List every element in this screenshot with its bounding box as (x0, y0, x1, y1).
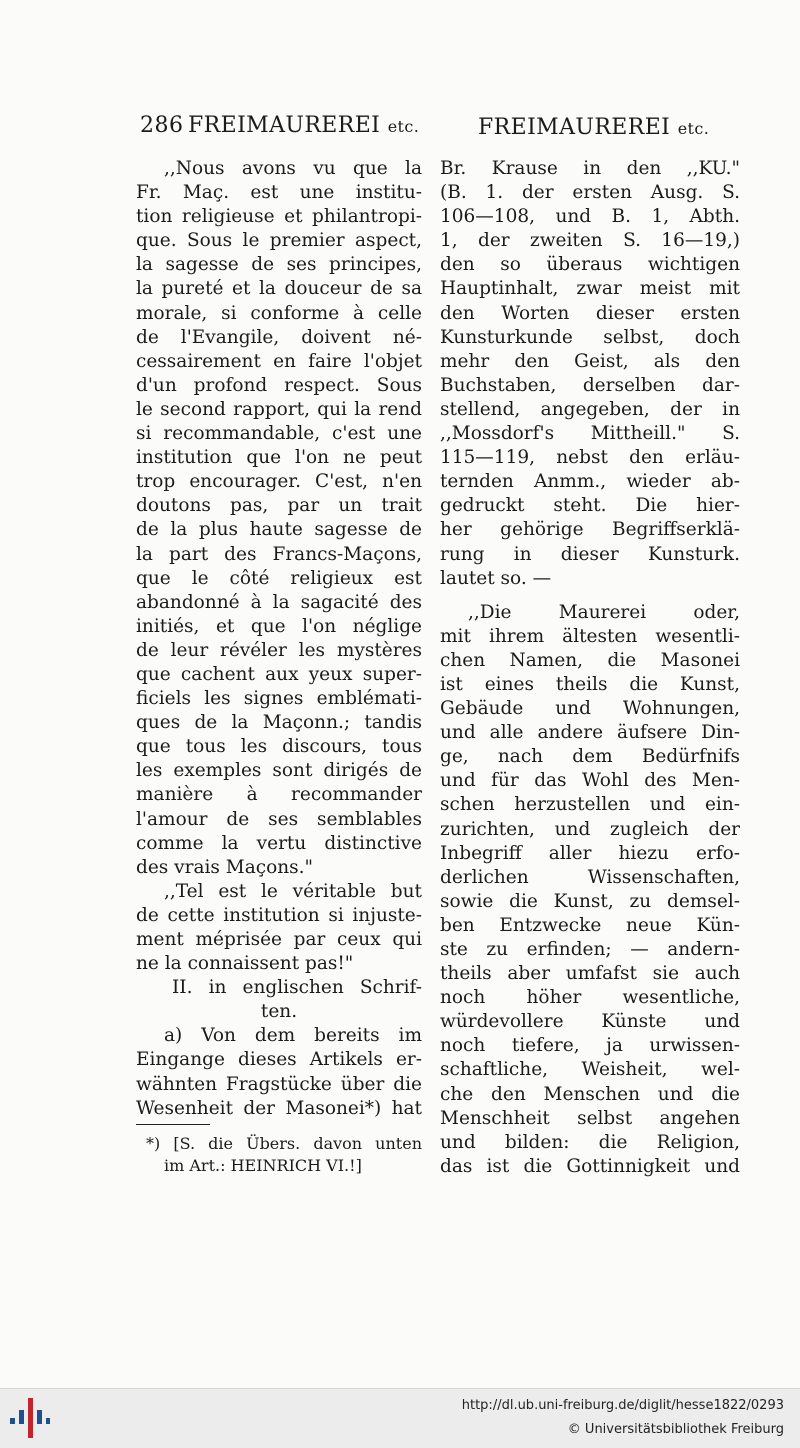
text-line: Br. Krause in den ,,KU." (440, 158, 740, 179)
logo-bar (28, 1398, 33, 1438)
text-line: doutons pas, par un trait (136, 495, 422, 517)
text-line: que cachent aux yeux super- (136, 663, 422, 685)
text-line: 1, der zweiten S. 16—19,) (440, 230, 740, 252)
text-line: ge, nach dem Bedürfnifs (440, 746, 740, 768)
text-line: ben Entzwecke neue Kün- (440, 914, 740, 936)
header-right-title-text: FREIMAUREREI (478, 115, 671, 140)
text-line: que. Sous le premier aspect, (136, 230, 422, 252)
text-line: les exemples sont dirigés de (136, 760, 422, 782)
text-line: ,,Tel est le véritable but (164, 880, 422, 902)
text-line: Fr. Maç. est une institu- (136, 182, 422, 204)
text-line: noch tiefere, ja urwissen- (440, 1035, 740, 1057)
text-line: ternden Anmm., wieder ab- (440, 471, 740, 493)
text-line: si recommandable, c'est une (136, 423, 422, 445)
text-line: Kunsturkunde selbst, doch (440, 326, 740, 348)
text-line: würdevollere Künste und (440, 1011, 740, 1033)
text-line: ficiels les signes emblémati- (136, 688, 422, 710)
header-left-title (188, 112, 419, 141)
text-line: de cette institution si injuste- (136, 904, 422, 926)
text-line: manière à recommander (136, 784, 422, 806)
text-line: ques de la Maçonn.; tandis (136, 712, 422, 734)
logo-bar (46, 1418, 50, 1424)
text-line: (B. 1. der ersten Ausg. S. (440, 182, 740, 204)
text-line: abandonné à la sagacité des (136, 591, 422, 613)
text-line: mehr den Geist, als den (440, 350, 740, 372)
text-line: Gebäude und Wohnungen, (440, 698, 740, 720)
viewer-footer (0, 1388, 800, 1448)
text-line: d'un profond respect. Sous (136, 374, 422, 396)
text-line: che den Menschen und die (440, 1083, 740, 1105)
text-line: derlichen Wissenschaften, (440, 866, 740, 888)
paragraph-gap (440, 591, 740, 601)
text-line: 115—119, nebst den erläu- (440, 447, 740, 469)
text-line: Inbegriff aller hiezu erfo- (440, 842, 740, 864)
text-line: ist eines theils die Kunst, (440, 673, 740, 695)
text-line: ste zu erfinden; — andern- (440, 939, 740, 960)
right-column (440, 157, 740, 1179)
text-line: l'amour de ses semblables (136, 808, 422, 830)
text-line: her gehörige Begriffserklä- (440, 519, 740, 541)
text-line: de la plus haute sagesse de (136, 519, 422, 541)
text-line: ,,Nous avons vu que la (164, 158, 422, 179)
text-line: ,,Die Maurerei oder, (468, 601, 740, 623)
section-heading: II. in englischen Schrif- (172, 977, 422, 999)
text-line: lautet so. — (440, 567, 552, 589)
text-line: la part des Francs-Maçons, (136, 543, 422, 565)
text-line: chen Namen, die Masonei (440, 649, 740, 671)
text-line: gedruckt steht. Die hier- (440, 495, 740, 517)
text-line: que le côté religieux est (136, 567, 422, 589)
text-line: le second rapport, qui la rend (136, 398, 422, 420)
logo-bar (37, 1410, 42, 1424)
logo-bar (19, 1410, 24, 1424)
text-line: theils aber umfafst sie auch (440, 963, 740, 985)
text-line: trop encourager. C'est, n'en (136, 471, 422, 493)
footnote-rule (136, 1124, 210, 1126)
text-line: la sagesse de ses principes, (136, 254, 422, 276)
text-line: sowie die Kunst, zu demsel- (440, 890, 740, 912)
text-line: ment méprisée par ceux qui (136, 929, 422, 950)
text-line: zurichten, und zugleich der (440, 818, 740, 840)
text-line: Menschheit selbst angehen (440, 1107, 740, 1129)
text-line: 106—108, und B. 1, Abth. (440, 206, 740, 228)
text-line: schen herzustellen und ein- (440, 794, 740, 816)
header-left-suffix: etc. (387, 117, 420, 136)
page-number: 286 (140, 113, 184, 138)
copyright-notice: © Universitätsbibliothek Freiburg (567, 1422, 784, 1437)
running-header (140, 112, 725, 146)
text-line: tion religieuse et philantropi- (136, 206, 422, 228)
text-line: stellend, angegeben, der in (440, 398, 740, 420)
text-line: und alle andere äufsere Din- (440, 722, 740, 744)
text-line: que tous les discours, tous (136, 736, 422, 758)
text-line: morale, si conforme à celle (136, 302, 422, 324)
text-line: comme la vertu distinctive (136, 832, 422, 854)
text-line: und für das Wohl des Men- (440, 770, 740, 792)
footnote (136, 1133, 422, 1177)
header-right-title (478, 114, 709, 143)
text-line: Eingange dieses Artikels er- (136, 1049, 422, 1071)
library-logo-icon[interactable] (10, 1398, 50, 1438)
text-line: ne la connaissent pas!" (136, 953, 354, 975)
text-line: de leur révéler les mystères (136, 639, 422, 661)
footnote-line: *) [S. die Übers. davon unten (146, 1134, 422, 1154)
text-line: de l'Evangile, doivent né- (136, 326, 422, 348)
text-line: institution que l'on ne peut (136, 447, 422, 469)
text-line: den so überaus wichtigen (440, 254, 740, 276)
text-line: den Worten dieser ersten (440, 302, 740, 324)
section-heading-cont: ten. (260, 1001, 298, 1023)
permalink-url[interactable]: http://dl.ub.uni-freiburg.de/diglit/hesse1822/0293 (461, 1398, 784, 1413)
text-line: des vrais Maçons." (136, 856, 314, 878)
text-line: wähnten Fragstücke über die (136, 1073, 422, 1095)
left-column (136, 157, 422, 1177)
text-line: la pureté et la douceur de sa (136, 278, 422, 300)
text-line: a) Von dem bereits im (164, 1025, 422, 1047)
text-line: ,,Mossdorf's Mittheill." S. (440, 423, 740, 445)
text-line: cessairement en faire l'objet (136, 350, 422, 372)
header-left-title-text: FREIMAUREREI (188, 113, 381, 138)
text-line: mit ihrem ältesten wesentli- (440, 625, 740, 647)
footnote-line: im Art.: HEINRICH VI.!] (164, 1156, 362, 1176)
text-line: und bilden: die Religion, (440, 1131, 740, 1153)
text-line: Wesenheit der Masonei*) hat (136, 1097, 422, 1119)
logo-bar (10, 1418, 15, 1424)
header-right-suffix: etc. (677, 119, 710, 138)
text-line: schaftliche, Weisheit, wel- (440, 1059, 740, 1081)
text-line: noch höher wesentliche, (440, 987, 740, 1009)
text-line: rung in dieser Kunsturk. (440, 543, 740, 565)
text-line: initiés, et que l'on néglige (136, 615, 422, 637)
text-line: das ist die Gottinnigkeit und (440, 1155, 740, 1177)
text-line: Hauptinhalt, zwar meist mit (440, 278, 740, 300)
text-line: Buchstaben, derselben dar- (440, 374, 740, 396)
